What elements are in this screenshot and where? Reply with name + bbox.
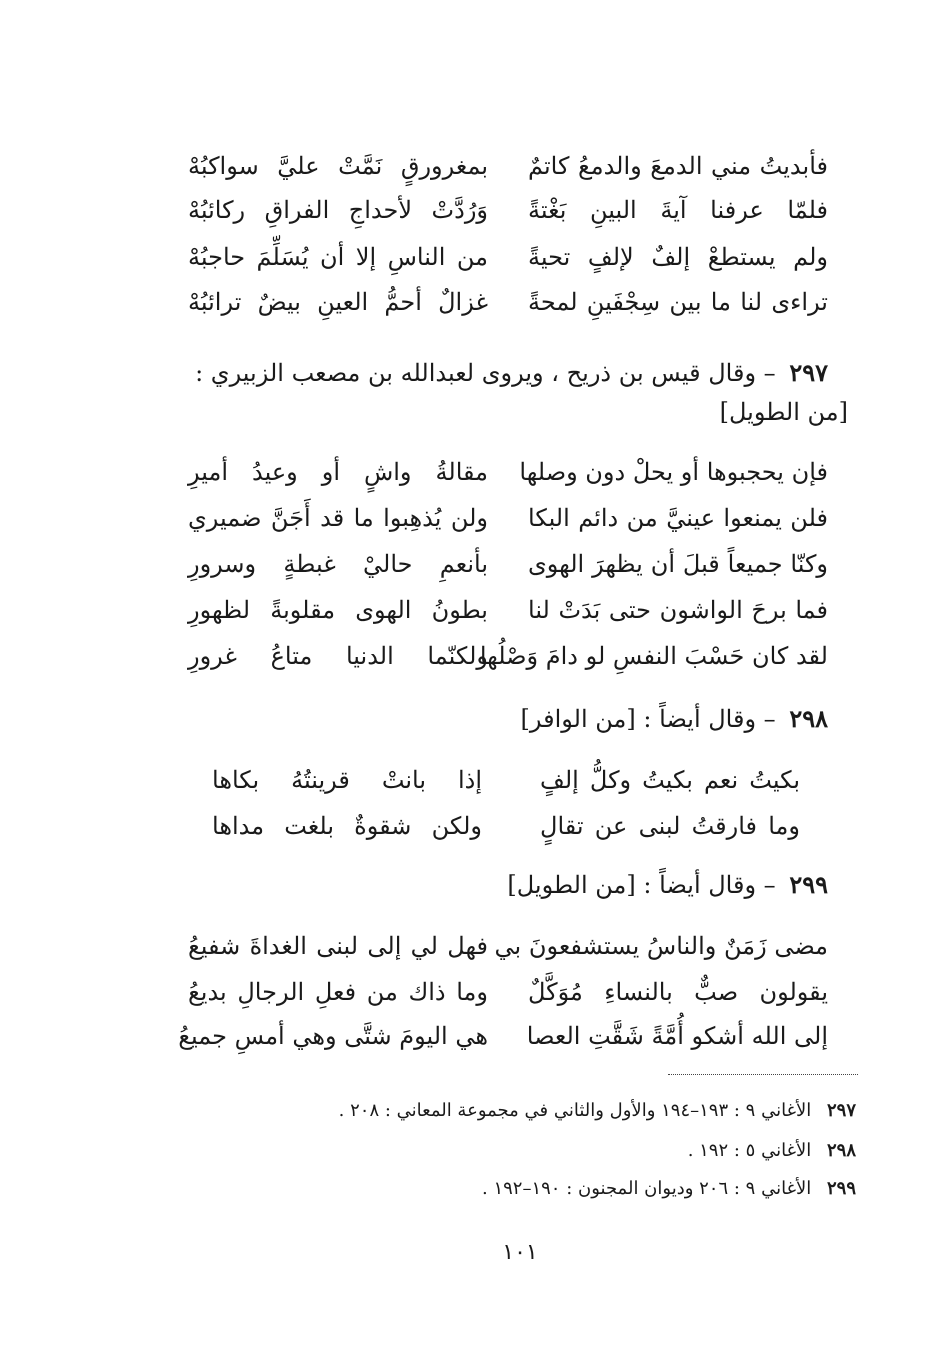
poem-meter: [من الوافر] — [520, 705, 636, 733]
footnote-number: ٢٩٧ — [826, 1100, 856, 1121]
poem-number: ٢٩٨ — [789, 704, 828, 733]
poem-heading — [108, 358, 828, 387]
verse-second-hemistich: وما ذاك من فعلِ الرجالِ بديعُ — [188, 978, 488, 1006]
verse-second-hemistich: وَرُدَّتْ لأحداجِ الفراقِ ركائبُهْ — [188, 196, 488, 224]
verse-second-hemistich: بطونُ الهوى مقلوبةً لظهورِ — [188, 596, 488, 624]
footnote — [688, 1140, 856, 1161]
footnote — [482, 1178, 856, 1199]
verse-second-hemistich: إذا بانتْ قرينتُهُ بكاها — [212, 766, 482, 794]
footnote-number: ٢٩٨ — [826, 1140, 856, 1161]
verse-second-hemistich: بمغرورقٍ نَمَّتْ عليَّ سواكبُهْ — [188, 152, 488, 180]
footnote-separator — [668, 1074, 858, 1075]
verse-second-hemistich: هي اليومَ شتَّى وهي أمسِ جميعُ — [178, 1022, 488, 1050]
poem-meter: [من الطويل] — [719, 398, 848, 426]
page-number: ١٠١ — [502, 1240, 538, 1265]
poem-heading — [108, 870, 828, 899]
verse — [212, 806, 800, 846]
footnote-number: ٢٩٩ — [826, 1178, 856, 1199]
verse — [188, 544, 828, 584]
footnote-text: الأغاني ٩ : ١٩٣–١٩٤ والأول والثاني في مجموعة المعاني : ٢٠٨ . — [338, 1100, 812, 1121]
verse-second-hemistich: ولكنّما الدنيا متاعُ غرورِ — [188, 642, 488, 670]
verse-second-hemistich: غزالٌ أحمُّ العينِ بيضٌ ترائبُهْ — [188, 288, 488, 316]
verse-first-hemistich: فلمّا عرفنا آيةَ البينِ بَغْتةً — [528, 196, 828, 224]
verse — [188, 282, 828, 322]
verse-second-hemistich: من الناسِ إلا أن يُسَلِّمَ حاجبُهْ — [188, 243, 488, 271]
verse — [188, 972, 828, 1012]
verse — [178, 1016, 828, 1056]
poem-heading — [108, 704, 828, 733]
poem-intro: – وقال قيس بن ذريح ، ويروى لعبدالله بن مصعب الزبيري : — [195, 359, 776, 387]
verse — [188, 498, 828, 538]
verse — [188, 190, 828, 230]
verse-first-hemistich: فلن يمنعوا عينيَّ من دائم البكا — [528, 504, 828, 532]
verse-first-hemistich: لقد كان حَسْبَ النفسِ لو دامَ وَصْلُها — [479, 642, 828, 670]
verse-first-hemistich: يقولون صبٌّ بالنساءِ مُوَكَّلٌ — [528, 978, 828, 1006]
footnote — [339, 1100, 856, 1121]
verse-first-hemistich: تراءى لنا ما بين سِجْفَينِ لمحةً — [528, 288, 828, 316]
verse-first-hemistich: فما برحَ الواشون حتى بَدَتْ لنا — [528, 596, 828, 624]
verse-first-hemistich: وما فارقتُ لبنى عن تقالٍ — [540, 812, 800, 840]
verse-second-hemistich: ولكن شقوةٌ بلغت مداها — [212, 812, 482, 840]
verse-first-hemistich: فأبديتُ مني الدمعَ والدمعُ كاتمٌ — [528, 152, 828, 180]
verse-first-hemistich: ولم يستطعْ إلفٌ لإلفٍ تحيةً — [528, 243, 828, 271]
verse — [188, 146, 828, 186]
verse — [188, 590, 828, 630]
verse-first-hemistich: وكنّا جميعاً قبلَ أن يظهرَ الهوى — [528, 550, 828, 578]
verse — [188, 452, 828, 492]
poem-number: ٢٩٧ — [789, 358, 828, 387]
verse — [188, 926, 828, 966]
verse-second-hemistich: مقالةُ واشٍ أو وعيدُ أميرِ — [188, 458, 488, 486]
poem-intro: – وقال أيضاً : — [643, 871, 776, 899]
verse-second-hemistich: ولن يُذهِبوا ما قد أَجَنَّ ضميري — [188, 504, 488, 532]
footnote-text: الأغاني ٩ : ٢٠٦ وديوان المجنون : ١٩٠–١٩٢ . — [482, 1178, 812, 1199]
verse — [188, 237, 828, 277]
verse-second-hemistich: فهل لي إلى لبنى الغداةَ شفيعُ — [188, 932, 488, 960]
verse-first-hemistich: إلى الله أشكو أُمَّةً شَقَّتِ العصا — [526, 1022, 828, 1050]
verse-second-hemistich: بأنعمِ حاليْ غبطةٍ وسرورِ — [188, 550, 488, 578]
poem-meter: [من الطويل] — [507, 871, 636, 899]
verse-first-hemistich: فإن يحجبوها أو يحلْ دون وصلها — [519, 458, 828, 486]
poem-number: ٢٩٩ — [789, 870, 828, 899]
footnote-text: الأغاني ٥ : ١٩٢ . — [687, 1140, 812, 1161]
verse — [212, 760, 800, 800]
verse-first-hemistich: بكيتُ نعم بكيتُ وكلُّ إلفٍ — [540, 766, 800, 794]
verse — [188, 636, 828, 676]
poem-intro: – وقال أيضاً : — [643, 705, 776, 733]
verse-first-hemistich: مضى زَمَنٌ والناسُ يستشفعونَ بي — [494, 932, 828, 960]
